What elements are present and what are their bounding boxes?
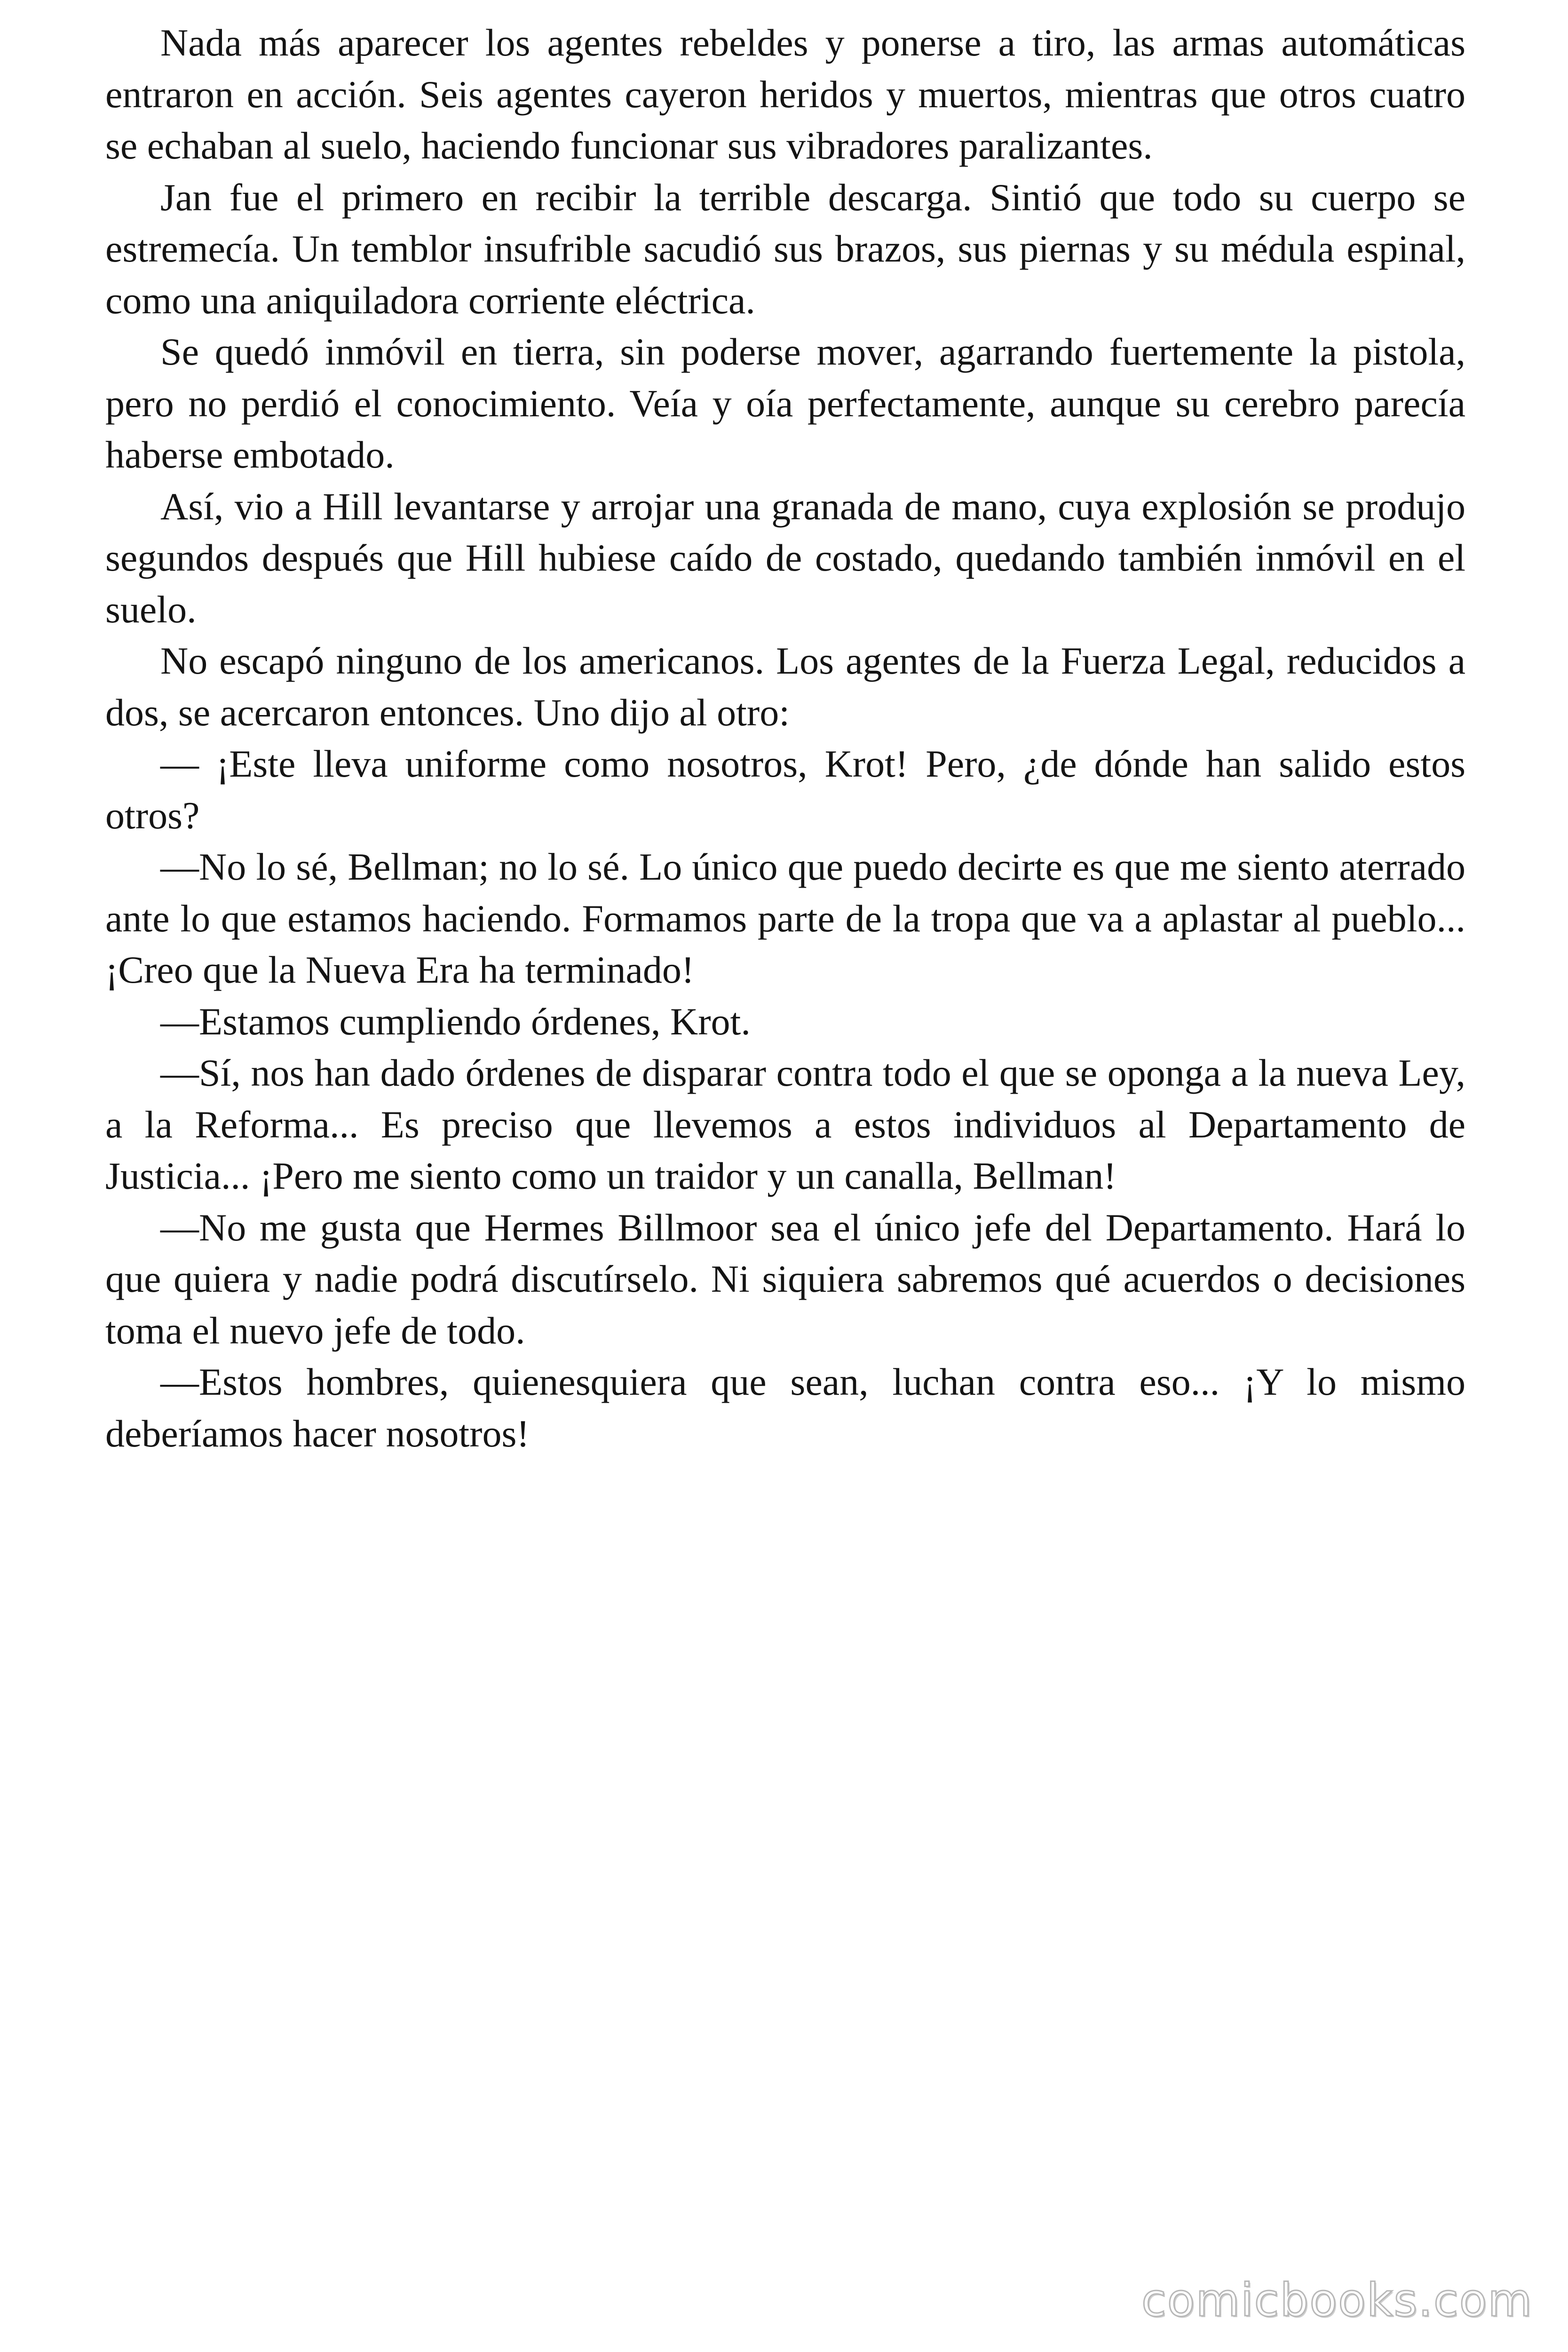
paragraph: Así, vio a Hill levantarse y arrojar una granada de mano, cuya explosión se produjo segundos después que Hill hubiese caído de costado, quedando también inmóvil en el suelo.	[105, 485, 1465, 631]
paragraph: —Estos hombres, quienesquiera que sean, luchan contra eso... ¡Y lo mismo deberíamos hacer nosotros!	[105, 1360, 1465, 1455]
paragraph: —Sí, nos han dado órdenes de disparar contra todo el que se oponga a la nueva Ley, a la Reforma... Es preciso que llevemos a estos individuos al Departamento de Justicia... ¡Pero me siento como un traidor y un canalla, Bellman!	[105, 1051, 1465, 1197]
paragraph: —No me gusta que Hermes Billmoor sea el único jefe del Departamento. Hará lo que quiera y nadie podrá discutírselo. Ni siquiera sabremos qué acuerdos o decisiones toma el nuevo jefe de todo.	[105, 1206, 1465, 1352]
paragraph: Se quedó inmóvil en tierra, sin poderse mover, agarrando fuertemente la pistola, pero no perdió el conocimiento. Veía y oía perfectamente, aunque su cerebro parecía haberse embotado.	[105, 330, 1465, 476]
paragraph: Nada más aparecer los agentes rebeldes y ponerse a tiro, las armas automáticas entraron en acción. Seis agentes cayeron heridos y muertos, mientras que otros cuatro se echaban al suelo, haciendo funcionar sus vibradores paralizantes.	[105, 21, 1465, 167]
paragraph: — ¡Este lleva uniforme como nosotros, Krot! Pero, ¿de dónde han salido estos otros?	[105, 742, 1465, 837]
watermark: comicbooks.com	[1141, 2274, 1533, 2327]
paragraph: Jan fue el primero en recibir la terrible descarga. Sintió que todo su cuerpo se estremecía. Un temblor insufrible sacudió sus brazos, sus piernas y su médula espinal, como una aniquiladora corriente eléctrica.	[105, 175, 1465, 322]
paragraph: No escapó ninguno de los americanos. Los agentes de la Fuerza Legal, reducidos a dos, se acercaron entonces. Uno dijo al otro:	[105, 639, 1465, 734]
page-text	[105, 17, 1465, 1459]
paragraph: —No lo sé, Bellman; no lo sé. Lo único que puedo decirte es que me siento aterrado ante lo que estamos haciendo. Formamos parte de la tropa que va a aplastar al pueblo... ¡Creo que la Nueva Era ha terminado!	[105, 845, 1465, 991]
paragraph: —Estamos cumpliendo órdenes, Krot.	[160, 1000, 751, 1043]
